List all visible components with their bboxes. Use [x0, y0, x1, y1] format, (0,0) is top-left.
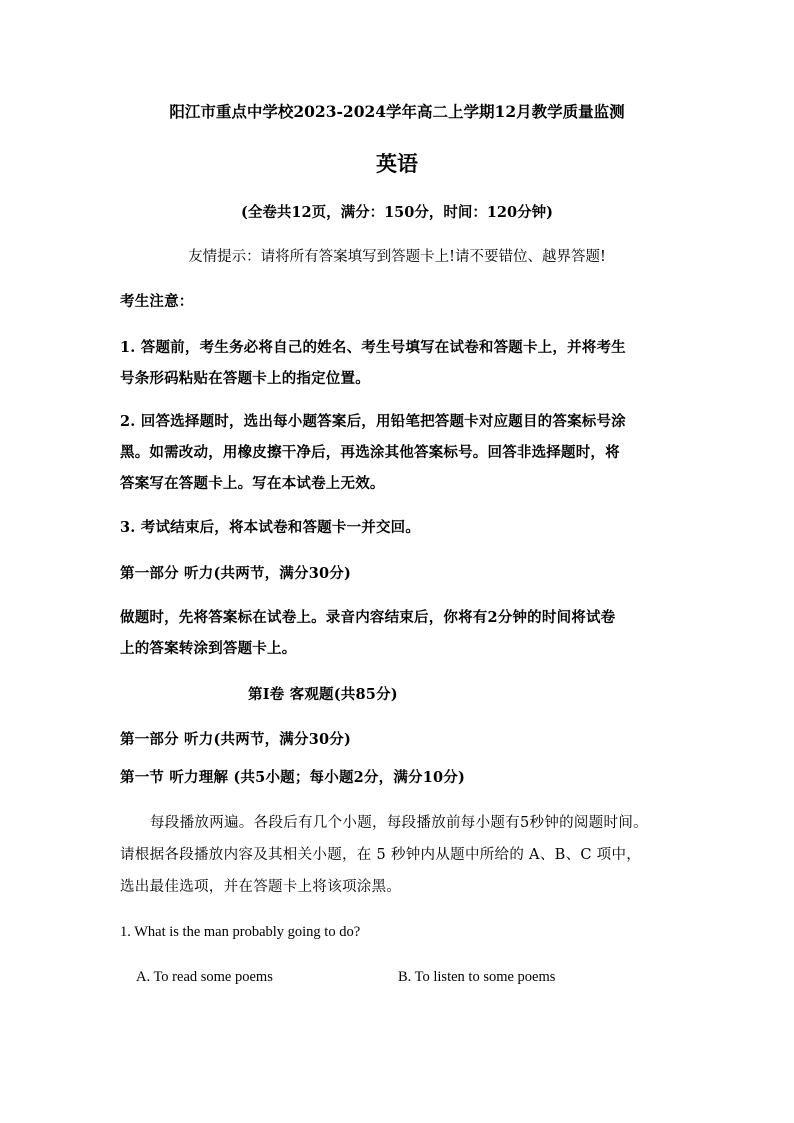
friendly-tip: 友情提示：请将所有答案填写到答题卡上!请不要错位、越界答题! [188, 249, 606, 265]
notice-item-2-line-3: 答案写在答题卡上。写在本试卷上无效。 [120, 475, 385, 492]
exam-title: 阳江市重点中学校2023-2024学年高二上学期12月教学质量监测 [169, 102, 625, 121]
notice-heading: 考生注意： [120, 293, 194, 310]
volume1-heading: 第I卷 客观题(共85分) [248, 686, 398, 703]
part1-desc-line-1: 做题时，先将答案标在试卷上。录音内容结束后，你将有2分钟的时间将试卷 [120, 609, 616, 626]
volume1-part-heading: 第一部分 听力(共两节，满分30分) [120, 731, 352, 748]
question-1-option-a: A. To read some poems [136, 969, 273, 985]
instructions-line-2: 请根据各段播放内容及其相关小题，在 5 秒钟内从题中所给的 A、B、C 项中， [120, 847, 642, 863]
notice-item-2-line-1: 2. 回答选择题时，选出每小题答案后，用铅笔把答题卡对应题目的答案标号涂 [120, 413, 626, 430]
section1-heading: 第一节 听力理解 (共5小题；每小题2分，满分10分) [120, 769, 466, 786]
part1-desc-line-2: 上的答案转涂到答题卡上。 [120, 640, 297, 657]
instructions-line-3: 选出最佳选项，并在答题卡上将该项涂黑。 [120, 879, 402, 895]
part1-heading: 第一部分 听力(共两节，满分30分) [120, 565, 352, 582]
instructions-line-1: 每段播放两遍。各段后有几个小题，每段播放前每小题有5秒钟的阅题时间。 [150, 815, 648, 831]
question-1-stem: 1. What is the man probably going to do? [120, 924, 361, 940]
question-1-option-b: B. To listen to some poems [398, 969, 556, 985]
exam-info: (全卷共12页，满分：150分，时间：120分钟) [241, 204, 553, 221]
notice-item-2-line-2: 黑。如需改动，用橡皮擦干净后，再选涂其他答案标号。回答非选择题时，将 [120, 444, 620, 461]
notice-item-1-line-1: 1. 答题前，考生务必将自己的姓名、考生号填写在试卷和答题卡上，并将考生 [120, 339, 626, 356]
notice-item-3: 3. 考试结束后，将本试卷和答题卡一并交回。 [120, 519, 421, 536]
notice-item-1-line-2: 号条形码粘贴在答题卡上的指定位置。 [120, 370, 370, 387]
subject-title: 英语 [376, 151, 418, 176]
